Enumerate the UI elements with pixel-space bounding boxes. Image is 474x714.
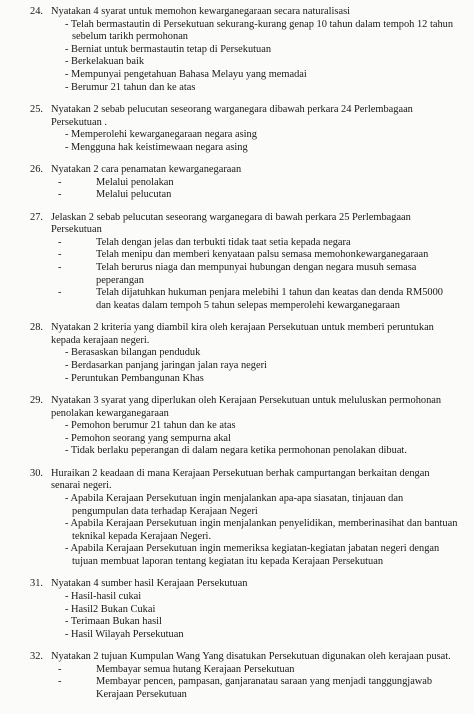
answer-item bbox=[58, 676, 460, 701]
answer-list bbox=[51, 493, 460, 569]
question-number: 30. bbox=[30, 467, 43, 479]
answer-item: - Mempunyai pengetahuan Bahasa Melayu yang memadai bbox=[65, 68, 307, 80]
question-text: Nyatakan 2 sebab pelucutan seseorang warganegara dibawah perkara 24 Perlembagaan Persekutuan . bbox=[51, 103, 413, 128]
bullet-dash: - bbox=[58, 262, 62, 274]
answer-item: - Hasil2 Bukan Cukai bbox=[65, 603, 156, 615]
question-item bbox=[30, 322, 460, 385]
question-body bbox=[51, 651, 460, 701]
answer-item: - Apabila Kerajaan Persekutuan ingin menjalankan apa-apa siasatan, tinjauan dan pengumpulan data terhadap Kerajaan Negeri bbox=[65, 492, 404, 517]
question-text: Nyatakan 3 syarat yang diperlukan oleh Kerajaan Persekutuan untuk meluluskan permohonan penolakan kewarganegaraan bbox=[51, 395, 442, 419]
answer-item: - Hasil Wilayah Persekutuan bbox=[65, 628, 184, 640]
question-item bbox=[30, 578, 460, 641]
answer-text: Membayar pencen, pampasan, ganjaranatau saraan yang menjadi tanggungjawab Kerajaan Persekutuan bbox=[96, 676, 433, 700]
question-number: 25. bbox=[30, 103, 43, 115]
question-body bbox=[51, 164, 460, 202]
bullet-dash: - bbox=[58, 236, 62, 248]
answer-item bbox=[58, 237, 460, 250]
question-text: Nyatakan 2 kriteria yang diambil kira oleh kerajaan Persekutuan untuk memberi peruntukan kepada kerajaan negeri. bbox=[51, 322, 434, 346]
answer-item: - Pemohon seorang yang sempurna akal bbox=[65, 432, 231, 444]
answer-list bbox=[51, 19, 460, 95]
question-number: 31. bbox=[30, 578, 43, 590]
question-body bbox=[51, 6, 460, 94]
question-text: Jelaskan 2 sebab pelucutan seseorang warganegara di bawah perkara 25 Perlembagaan Persekutuan bbox=[51, 211, 411, 236]
answer-list bbox=[51, 129, 460, 154]
question-item bbox=[30, 212, 460, 313]
answer-item: - Berniat untuk bermastautin tetap di Persekutuan bbox=[65, 43, 272, 55]
answer-item bbox=[58, 287, 460, 312]
question-text: Nyatakan 4 syarat untuk memohon kewarganegaraan secara naturalisasi bbox=[51, 6, 350, 17]
bullet-dash: - bbox=[58, 189, 62, 201]
question-body bbox=[51, 212, 460, 313]
answer-item: - Terimaan Bukan hasil bbox=[65, 616, 162, 628]
bullet-dash: - bbox=[58, 249, 62, 261]
answer-item: - Mengguna hak keistimewaan negara asing bbox=[65, 141, 248, 153]
question-number: 32. bbox=[30, 651, 43, 663]
bullet-dash: - bbox=[58, 176, 62, 188]
answer-text: Telah dengan jelas dan terbukti tidak taat setia kepada negara bbox=[96, 236, 351, 248]
question-item bbox=[30, 104, 460, 154]
answer-item: - Berkelakuan baik bbox=[65, 56, 145, 68]
answer-text: Telah menipu dan memberi kenyataan palsu semasa memohonkewarganegaraan bbox=[96, 249, 429, 261]
bullet-dash: - bbox=[58, 287, 62, 299]
answer-item bbox=[58, 249, 460, 262]
answer-item: - Peruntukan Pembangunan Khas bbox=[65, 372, 204, 384]
answer-item: - Apabila Kerajaan Persekutuan ingin memeriksa kegiatan-kegiatan jabatan negeri dengan tujuan membuat laporan tentang kegiatan itu kepada Kerajaan Persekutuan bbox=[65, 543, 440, 567]
answer-item: - Pemohon berumur 21 tahun dan ke atas bbox=[65, 420, 236, 432]
answer-list bbox=[51, 237, 460, 313]
question-item bbox=[30, 164, 460, 202]
answer-item: - Berumur 21 tahun dan ke atas bbox=[65, 81, 196, 93]
answer-item: - Berdasarkan panjang jaringan jalan raya negeri bbox=[65, 360, 267, 372]
answer-list bbox=[51, 591, 460, 641]
answer-item: - Apabila Kerajaan Persekutuan ingin menjalankan penyelidikan, memberinasihat dan bantuan teknikal kepada Kerajaan Negeri. bbox=[65, 518, 458, 542]
question-number: 29. bbox=[30, 395, 43, 407]
answer-text: Telah dijatuhkan hukuman penjara melebihi 1 tahun dan keatas dan denda RM5000 dan keatas dalam tempoh 5 tahun selepas memperolehi kewarganegaraan bbox=[96, 287, 443, 311]
answer-item: - Memperolehi kewarganegaraan negara asing bbox=[65, 129, 257, 141]
answer-text: Telah berurus niaga dan mempunyai hubungan dengan negara musuh semasa peperangan bbox=[96, 262, 417, 286]
answer-text: Melalui pelucutan bbox=[96, 189, 172, 201]
answer-text: Membayar semua hutang Kerajaan Persekutuan bbox=[96, 663, 295, 675]
answer-list bbox=[51, 664, 460, 702]
question-item bbox=[30, 468, 460, 569]
question-body bbox=[51, 395, 460, 458]
question-number: 28. bbox=[30, 322, 43, 334]
question-number: 27. bbox=[30, 211, 43, 223]
question-number: 26. bbox=[30, 164, 43, 176]
question-body bbox=[51, 104, 460, 154]
question-text: Nyatakan 2 cara penamatan kewarganegaraan bbox=[51, 164, 242, 176]
question-item bbox=[30, 395, 460, 458]
answer-item bbox=[58, 262, 460, 287]
answer-item bbox=[58, 177, 460, 190]
question-text: Nyatakan 4 sumber hasil Kerajaan Persekutuan bbox=[51, 578, 248, 590]
question-body bbox=[51, 578, 460, 641]
question-body bbox=[51, 322, 460, 385]
answer-text: Melalui penolakan bbox=[96, 176, 174, 188]
answer-list bbox=[51, 420, 460, 458]
answer-item: - Telah bermastautin di Persekutuan sekurang-kurang genap 10 tahun dalam tempoh 12 tahun sebelum tarikh permohonan bbox=[65, 18, 454, 43]
bullet-dash: - bbox=[58, 663, 62, 675]
answer-item bbox=[58, 189, 460, 202]
answer-item: - Tidak berlaku peperangan di dalam negara ketika permohonan penolakan dibuat. bbox=[65, 445, 407, 457]
bullet-dash: - bbox=[58, 676, 62, 688]
question-text: Huraikan 2 keadaan di mana Kerajaan Persekutuan berhak campurtangan berkaitan dengan senarai negeri. bbox=[51, 467, 430, 492]
answer-list bbox=[51, 177, 460, 202]
question-number: 24. bbox=[30, 6, 43, 17]
question-item bbox=[30, 6, 460, 94]
question-text: Nyatakan 2 tujuan Kumpulan Wang Yang disatukan Persekutuan digunakan oleh kerajaan pusat. bbox=[51, 651, 451, 663]
question-body bbox=[51, 468, 460, 569]
answer-list bbox=[51, 347, 460, 385]
answer-item: - Hasil-hasil cukai bbox=[65, 590, 142, 602]
question-item bbox=[30, 651, 460, 701]
answer-item bbox=[58, 664, 460, 677]
answer-item: - Berasaskan bilangan penduduk bbox=[65, 347, 201, 359]
